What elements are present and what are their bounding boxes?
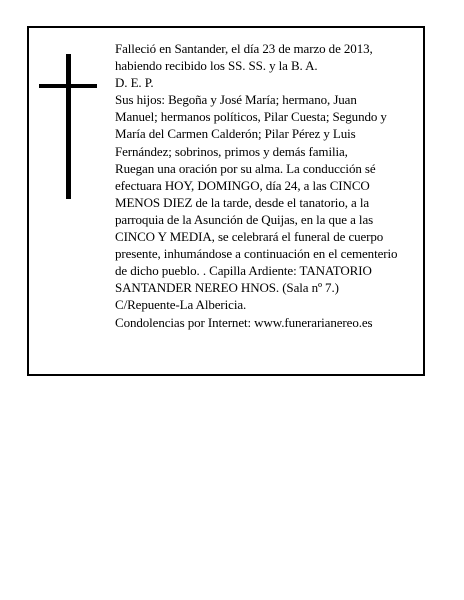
notice-line: D. E. P. bbox=[115, 75, 154, 91]
notice-line: de dicho pueblo. . Capilla Ardiente: TANATORIO bbox=[115, 263, 372, 279]
notice-line: C/Repuente-La Albericia. bbox=[115, 297, 247, 313]
notice-line: Manuel; hermanos políticos, Pilar Cuesta; Segundo y bbox=[115, 109, 387, 125]
notice-line: Falleció en Santander, el día 23 de marzo de 2013, bbox=[115, 41, 373, 56]
cross-icon bbox=[39, 54, 97, 199]
notice-line: SANTANDER NEREO HNOS. (Sala nº 7.) bbox=[115, 280, 339, 296]
notice-line: Condolencias por Internet: www.funerarianereo.es bbox=[115, 314, 373, 330]
notice-line: efectuara HOY, DOMINGO, día 24, a las CINCO bbox=[115, 177, 370, 193]
notice-line: CINCO Y MEDIA, se celebrará el funeral de cuerpo bbox=[115, 229, 384, 245]
notice-line: María del Carmen Calderón; Pilar Pérez y Luis bbox=[115, 126, 356, 142]
notice-line: habiendo recibido los SS. SS. y la B. A. bbox=[115, 58, 318, 74]
notice-line: parroquia de la Asunción de Quijas, en la que a las bbox=[115, 211, 374, 227]
notice-line: MENOS DIEZ de la tarde, desde el tanatorio, a la bbox=[115, 194, 370, 210]
notice-text bbox=[115, 40, 421, 331]
notice-line: presente, inhumándose a continuación en el cementerio bbox=[115, 246, 398, 262]
notice-line: Fernández; sobrinos, primos y demás familia, bbox=[115, 143, 348, 159]
cross-vertical-bar bbox=[66, 54, 71, 199]
notice-line: Ruegan una oración por su alma. La conducción sé bbox=[115, 160, 376, 176]
notice-line: Sus hijos: Begoña y José María; hermano, Juan bbox=[115, 92, 357, 108]
cross-horizontal-bar bbox=[39, 84, 97, 88]
obituary-notice bbox=[27, 26, 425, 376]
